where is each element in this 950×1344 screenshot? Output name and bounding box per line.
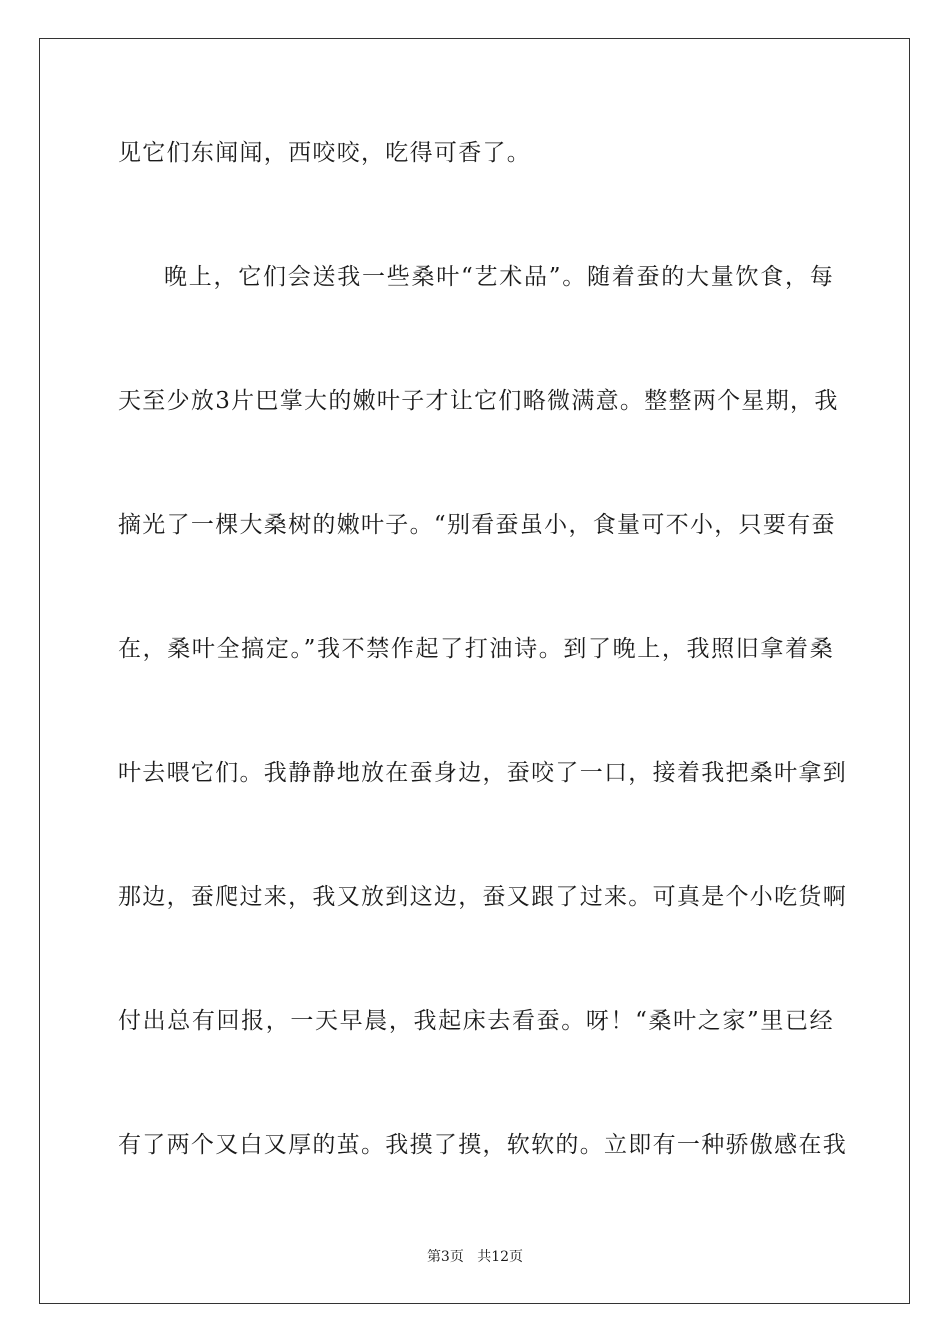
text-line-7: 那边，蚕爬过来，我又放到这边，蚕又跟了过来。可真是个小吃货啊 — [118, 884, 847, 910]
text-line-6: 叶去喂它们。我静静地放在蚕身边，蚕咬了一口，接着我把桑叶拿到 — [118, 760, 847, 786]
text-line-1: 见它们东闻闻，西咬咬，吃得可香了。 — [118, 140, 532, 166]
text-line-5: 在，桑叶全搞定。”我不禁作起了打油诗。到了晚上，我照旧拿着桑 — [118, 636, 834, 662]
page-number: 第3页 — [426, 1249, 464, 1265]
text-line-8: 付出总有回报，一天早晨，我起床去看蚕。呀！“桑叶之家”里已经 — [118, 1008, 834, 1034]
text-line-2: 晚上，它们会送我一些桑叶“艺术品”。随着蚕的大量饮食，每 — [164, 264, 834, 290]
page-footer — [0, 1248, 950, 1266]
text-line-9: 有了两个又白又厚的茧。我摸了摸，软软的。立即有一种骄傲感在我 — [118, 1132, 847, 1158]
page-total: 共12页 — [477, 1249, 524, 1265]
text-line-4: 摘光了一棵大桑树的嫩叶子。“别看蚕虽小，食量可不小，只要有蚕 — [118, 512, 836, 538]
text-line-3: 天至少放3片巴掌大的嫩叶子才让它们略微满意。整整两个星期，我 — [118, 388, 839, 414]
page-border — [39, 38, 910, 1304]
